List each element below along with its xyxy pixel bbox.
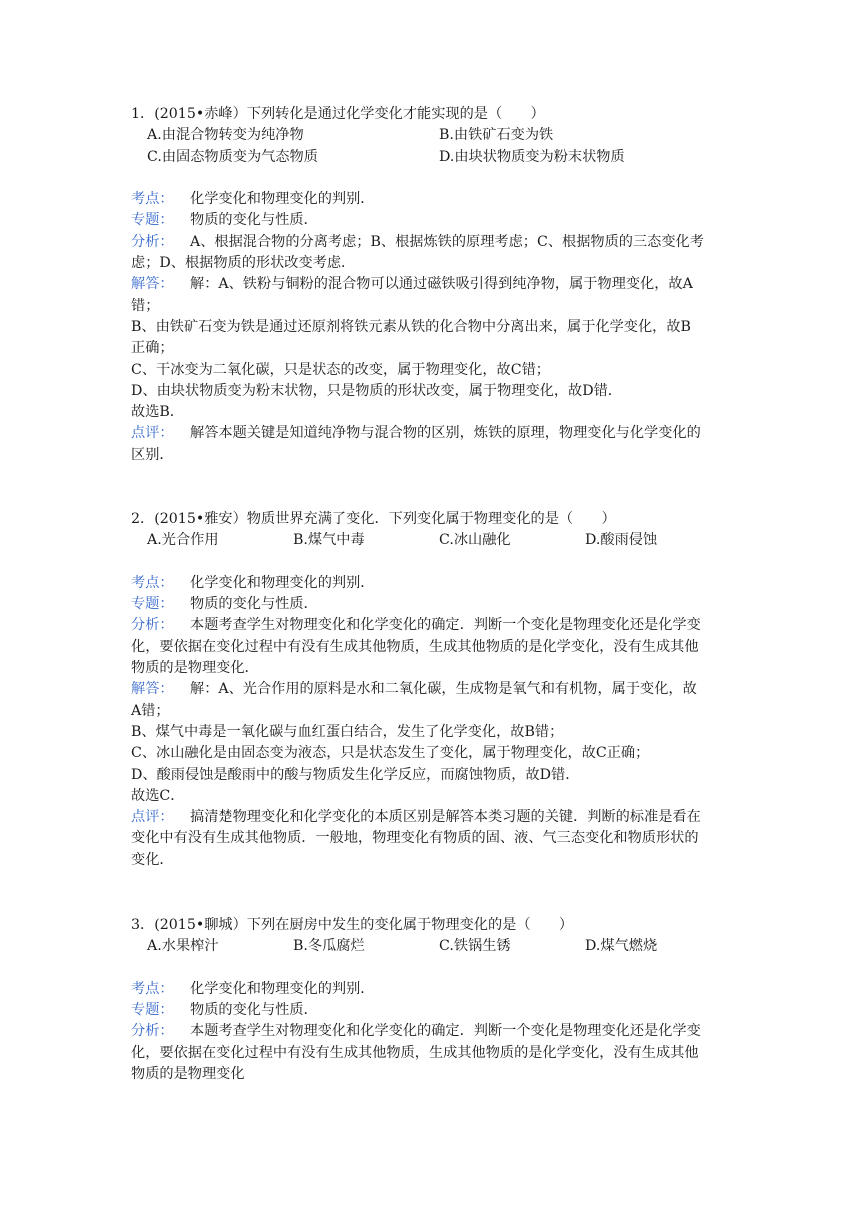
jieda-line: D、由块状物质变为粉末状物，只是物质的形状改变，属于物理变化，故D错． (131, 382, 622, 399)
jieda-label: 解答： (131, 276, 174, 293)
fenxi-row (131, 1021, 731, 1042)
question-2 (131, 509, 731, 871)
fenxi-line: 物质的是物理变化． (131, 660, 259, 677)
zhuanti-text: 物质的变化与性质． (190, 1002, 318, 1019)
jieda-line: 解：A、铁粉与铜粉的混合物可以通过磁铁吸引得到纯净物，属于物理变化，故A (190, 276, 693, 293)
jieda-line: 故选C． (131, 787, 185, 804)
fenxi-label: 分析： (131, 617, 174, 634)
kaodian-text: 化学变化和物理变化的判别． (190, 980, 375, 997)
jieda-label: 解答： (131, 681, 174, 698)
fenxi-line: 本题考查学生对物理变化和化学变化的确定．判断一个变化是物理变化还是化学变 (190, 1023, 701, 1040)
option-c: C.由固态物质变为气态物质 (147, 148, 318, 165)
jieda-line: 故选B． (131, 404, 184, 421)
kaodian-text: 化学变化和物理变化的判别． (190, 191, 375, 208)
question-stem: 2．(2015•雅安）物质世界充满了变化．下列变化属于物理变化的是（ ） (131, 511, 616, 527)
kaodian-label: 考点： (131, 980, 174, 997)
question-1 (131, 104, 731, 466)
dianping-line: 变化． (131, 851, 174, 868)
jieda-line: C、冰山融化是由固态变为液态，只是状态发生了变化，属于物理变化，故C正确； (131, 745, 650, 762)
fenxi-line: 物质的是物理变化 (131, 1066, 245, 1083)
dianping-line: 区别． (131, 446, 174, 463)
zhuanti-text: 物质的变化与性质． (190, 596, 318, 613)
dianping-row (131, 423, 731, 444)
zhuanti-label: 专题： (131, 212, 174, 229)
fenxi-line: 本题考查学生对物理变化和化学变化的确定．判断一个变化是物理变化还是化学变 (190, 617, 701, 634)
jieda-line: B、由铁矿石变为铁是通过还原剂将铁元素从铁的化合物中分离出来，属于化学变化，故B (131, 318, 691, 335)
question-stem: 3．(2015•聊城）下列在厨房中发生的变化属于物理变化的是（ ） (131, 917, 574, 933)
options-row (131, 936, 731, 957)
kaodian-row (131, 979, 731, 1000)
jieda-line: 解：A、光合作用的原料是水和二氧化碳，生成物是氧气和有机物，属于变化，故 (190, 681, 697, 698)
options-row (131, 530, 731, 551)
fenxi-line: 化，要依据在变化过程中有没有生成其他物质，生成其他物质的是化学变化，没有生成其他 (131, 638, 699, 655)
jieda-row (131, 679, 731, 700)
option-a: A.由混合物转变为纯净物 (147, 127, 304, 144)
jieda-line: 错； (131, 297, 160, 314)
option-b: B.冬瓜腐烂 (293, 938, 365, 955)
fenxi-line: 化，要依据在变化过程中有没有生成其他物质，生成其他物质的是化学变化，没有生成其他 (131, 1044, 699, 1061)
jieda-line: B、煤气中毒是一氧化碳与血红蛋白结合，发生了化学变化，故B错； (131, 723, 564, 740)
question-stem: 1．(2015•赤峰）下列转化是通过化学变化才能实现的是（ ） (131, 106, 545, 122)
kaodian-label: 考点： (131, 574, 174, 591)
fenxi-label: 分析： (131, 233, 174, 250)
kaodian-row (131, 189, 731, 210)
zhuanti-text: 物质的变化与性质． (190, 212, 318, 229)
zhuanti-row (131, 210, 731, 231)
option-a: A.水果榨汁 (147, 938, 219, 955)
fenxi-row (131, 615, 731, 636)
option-b: B.由铁矿石变为铁 (439, 127, 554, 144)
jieda-line: A错； (131, 702, 170, 719)
dianping-line: 变化中有没有生成其他物质．一般地，物理变化有物质的固、液、气三态变化和物质形状的 (131, 830, 699, 847)
jieda-line: 正确； (131, 340, 174, 357)
jieda-line: D、酸雨侵蚀是酸雨中的酸与物质发生化学反应，而腐蚀物质，故D错． (131, 766, 580, 783)
fenxi-line: A、根据混合物的分离考虑；B、根据炼铁的原理考虑；C、根据物质的三态变化考 (190, 233, 704, 250)
question-3 (131, 915, 731, 1085)
dianping-row (131, 807, 731, 828)
option-d: D.酸雨侵蚀 (585, 532, 658, 549)
options-row (131, 125, 731, 146)
kaodian-row (131, 573, 731, 594)
zhuanti-row (131, 594, 731, 615)
dianping-label: 点评： (131, 809, 174, 826)
option-c: C.冰山融化 (439, 532, 511, 549)
option-a: A.光合作用 (147, 532, 219, 549)
fenxi-label: 分析： (131, 1023, 174, 1040)
kaodian-text: 化学变化和物理变化的判别． (190, 574, 375, 591)
options-row (131, 147, 731, 168)
zhuanti-label: 专题： (131, 596, 174, 613)
dianping-label: 点评： (131, 425, 174, 442)
zhuanti-row (131, 1000, 731, 1021)
jieda-line: C、干冰变为二氧化碳，只是状态的改变，属于物理变化，故C错； (131, 361, 550, 378)
option-c: C.铁锅生锈 (439, 938, 511, 955)
option-b: B.煤气中毒 (293, 532, 365, 549)
jieda-row (131, 274, 731, 295)
option-d: D.由块状物质变为粉末状物质 (439, 148, 625, 165)
kaodian-label: 考点： (131, 191, 174, 208)
zhuanti-label: 专题： (131, 1002, 174, 1019)
dianping-line: 搞清楚物理变化和化学变化的本质区别是解答本类习题的关键．判断的标准是看在 (190, 809, 701, 826)
option-d: D.煤气燃烧 (585, 938, 658, 955)
fenxi-row (131, 232, 731, 253)
fenxi-line: 虑；D、根据物质的形状改变考虑． (131, 255, 356, 272)
dianping-line: 解答本题关键是知道纯净物与混合物的区别，炼铁的原理，物理变化与化学变化的 (190, 425, 701, 442)
